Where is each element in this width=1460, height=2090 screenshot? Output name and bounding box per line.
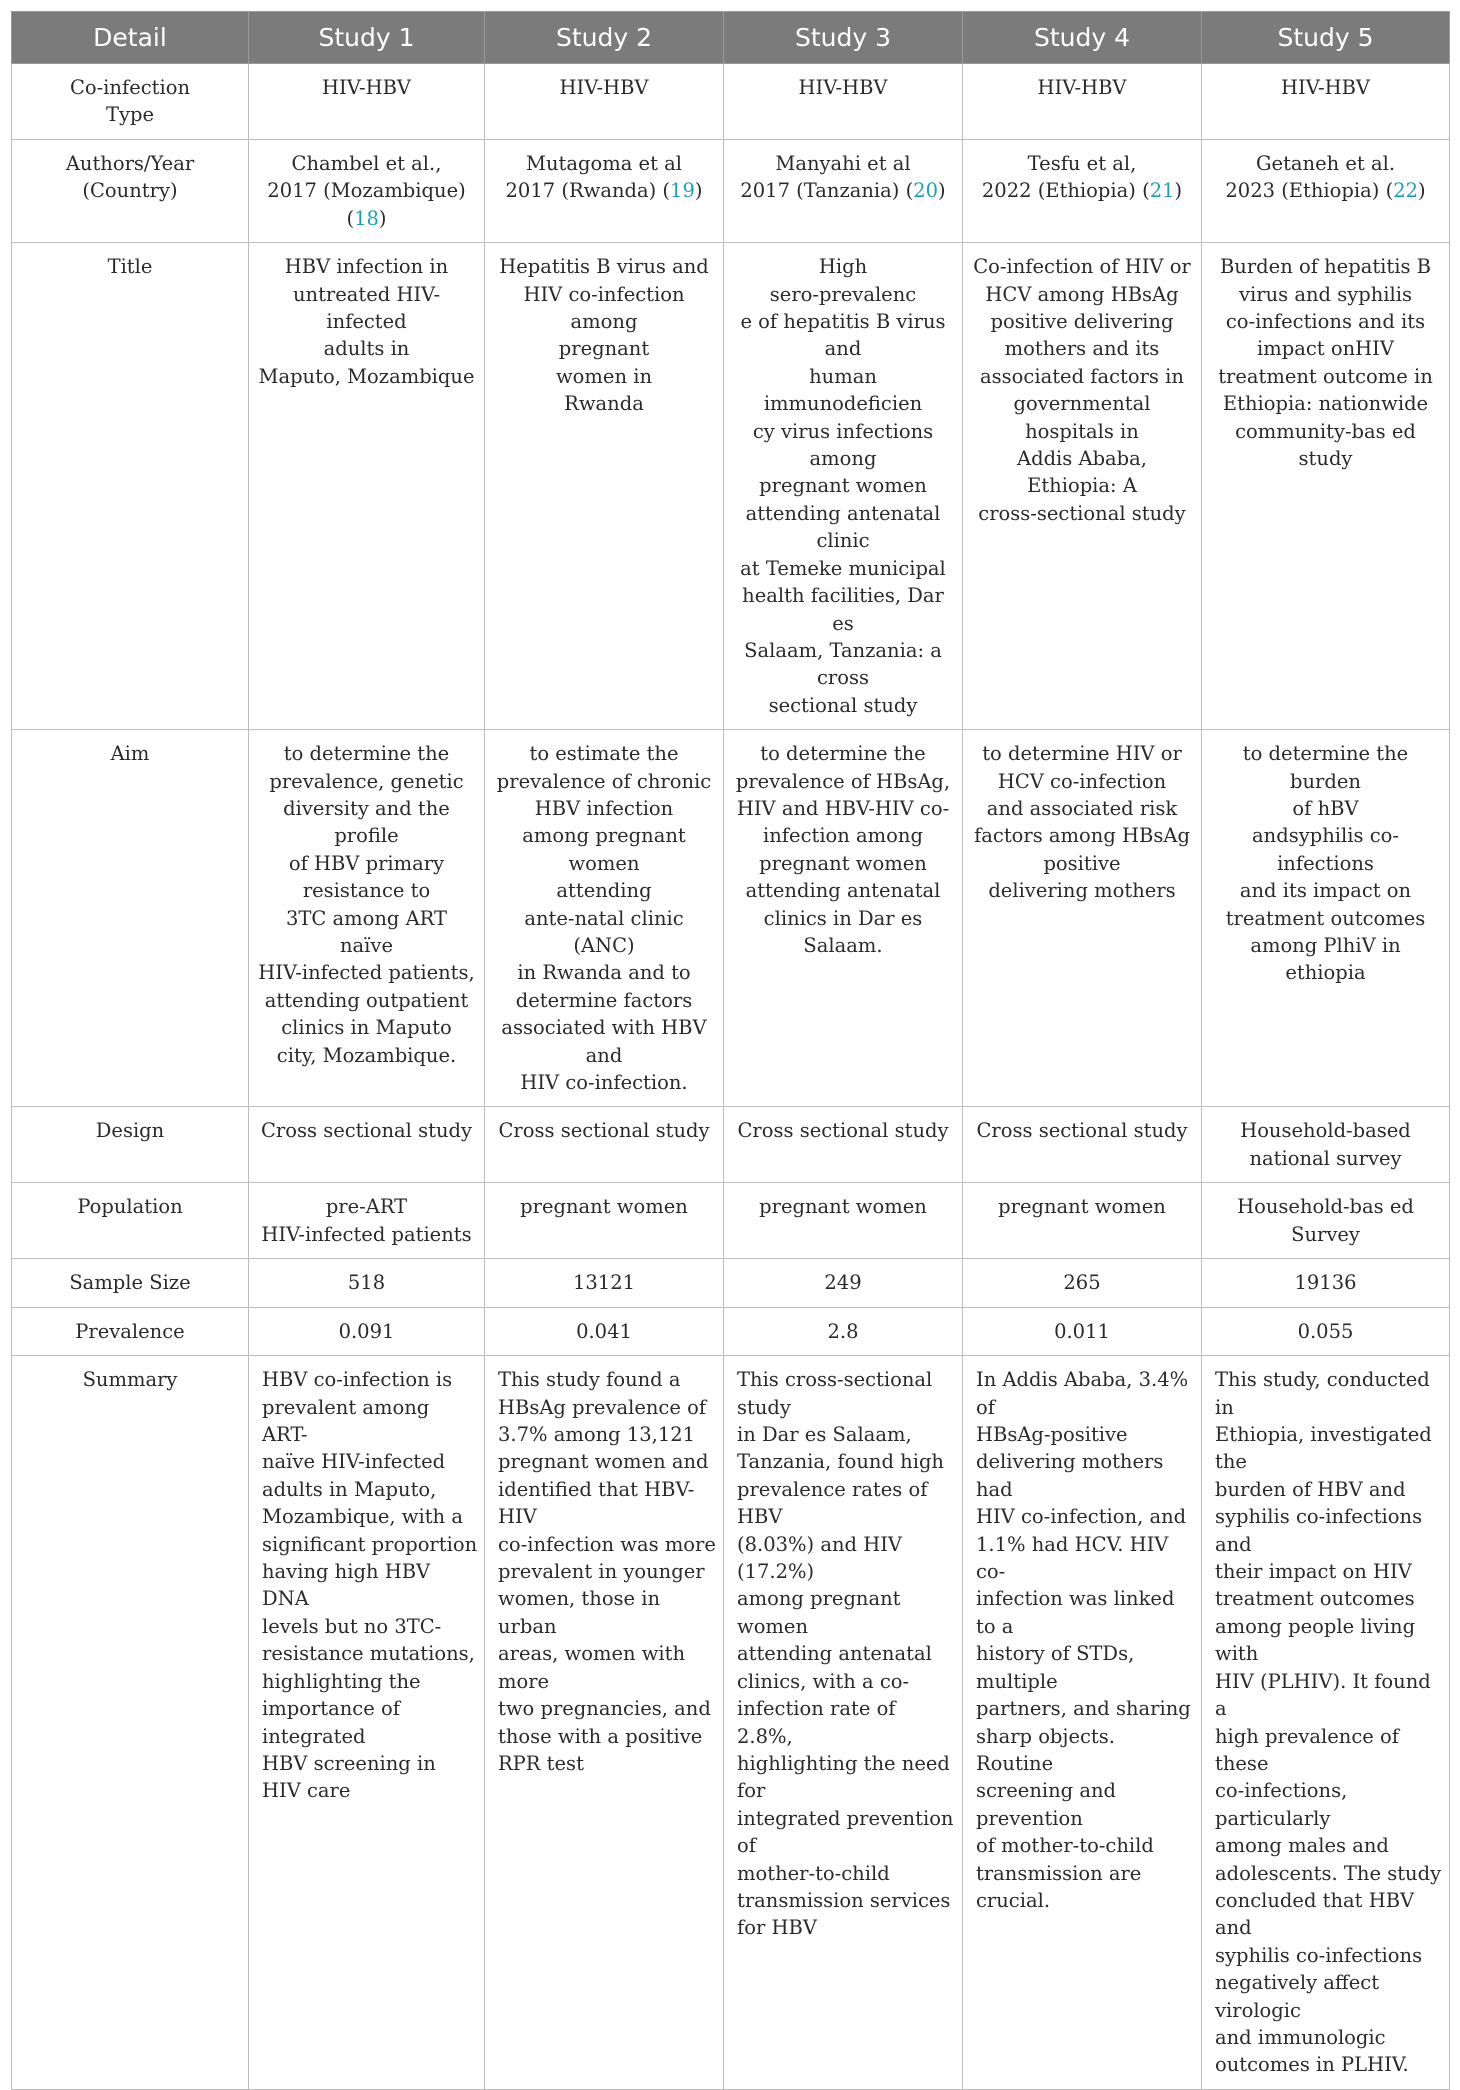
header-study-4: Study 4 [963, 12, 1202, 64]
table-cell: 0.055 [1202, 1307, 1450, 1355]
table-cell: to determine the prevalence of HBsAg, HIV and HBV-HIV co- infection among pregnant women attending antenatal clinics in Dar es Salaam. [724, 730, 963, 1107]
row-sample-size [12, 1259, 1450, 1307]
table-cell: to estimate the prevalence of chronic HBV infection among pregnant women attending ante-natal clinic (ANC) in Rwanda and to determine factors associated with HBV and HIV co-infection. [485, 730, 724, 1107]
table-cell: Hepatitis B virus and HIV co-infection among pregnant women in Rwanda [485, 243, 724, 730]
table-cell: Getaneh et al. 2023 (Ethiopia) (22) [1202, 140, 1450, 243]
table-cell: pregnant women [963, 1183, 1202, 1259]
author-text: Chambel et al., 2017 (Mozambique) ( [267, 152, 466, 230]
row-label: Aim [12, 730, 249, 1107]
table-cell: Manyahi et al 2017 (Tanzania) (20) [724, 140, 963, 243]
table-cell: pregnant women [724, 1183, 963, 1259]
table-cell: This study found a HBsAg prevalence of 3.7% among 13,121 pregnant women and identified that HBV-HIV co-infection was more prevalent in younger women, those in urban areas, women with more two pregnancies, and those with a positive RPR test [485, 1356, 724, 2090]
reference-link[interactable]: 19 [670, 179, 695, 203]
table-cell: pregnant women [485, 1183, 724, 1259]
table-cell: 2.8 [724, 1307, 963, 1355]
row-population [12, 1183, 1450, 1259]
reference-link[interactable]: 20 [913, 179, 939, 203]
header-study-1: Study 1 [249, 12, 485, 64]
table-cell: to determine HIV or HCV co-infection and associated risk factors among HBsAg positive delivering mothers [963, 730, 1202, 1107]
table-cell: 19136 [1202, 1259, 1450, 1307]
reference-link[interactable]: 21 [1149, 179, 1175, 203]
table-cell: HIV-HBV [485, 64, 724, 140]
table-cell: pre-ART HIV-infected patients [249, 1183, 485, 1259]
table-cell: HIV-HBV [724, 64, 963, 140]
header-study-3: Study 3 [724, 12, 963, 64]
table-cell: Mutagoma et al 2017 (Rwanda) (19) [485, 140, 724, 243]
author-text: Tesfu et al, 2022 (Ethiopia) ( [981, 152, 1150, 203]
table-cell: HBV infection in untreated HIV-infected adults in Maputo, Mozambique [249, 243, 485, 730]
table-cell: HIV-HBV [963, 64, 1202, 140]
table-cell: HIV-HBV [249, 64, 485, 140]
row-label: Summary [12, 1356, 249, 2090]
row-label: Sample Size [12, 1259, 249, 1307]
table-cell: 265 [963, 1259, 1202, 1307]
row-label: Population [12, 1183, 249, 1259]
table-cell: Cross sectional study [485, 1107, 724, 1183]
study-comparison-table [11, 11, 1450, 2090]
table-cell: 0.091 [249, 1307, 485, 1355]
table-cell: 13121 [485, 1259, 724, 1307]
reference-link[interactable]: 18 [354, 206, 379, 230]
row-coinfection-type [12, 64, 1450, 140]
table-cell: Cross sectional study [963, 1107, 1202, 1183]
table-cell: 0.011 [963, 1307, 1202, 1355]
table-cell: HBV co-infection is prevalent among ART- naïve HIV-infected adults in Maputo, Mozambique, with a significant proportion having high HBV DNA levels but no 3TC- resistance mutations, highlighting the importance of integrated HBV screening in HIV care [249, 1356, 485, 2090]
row-label: Co-infection Type [12, 64, 249, 140]
author-text: Manyahi et al 2017 (Tanzania) ( [740, 152, 914, 203]
row-summary [12, 1356, 1450, 2090]
row-label: Design [12, 1107, 249, 1183]
reference-link[interactable]: 22 [1393, 179, 1419, 203]
row-aim [12, 730, 1450, 1107]
row-design [12, 1107, 1450, 1183]
table-cell: Tesfu et al, 2022 (Ethiopia) (21) [963, 140, 1202, 243]
author-text: Mutagoma et al 2017 (Rwanda) ( [505, 152, 682, 203]
header-detail: Detail [12, 12, 249, 64]
row-authors-year [12, 140, 1450, 243]
table-header-row [12, 12, 1450, 64]
row-prevalence [12, 1307, 1450, 1355]
table-cell: High sero-prevalenc e of hepatitis B virus and human immunodeficien cy virus infections among pregnant women attending antenatal clinic at Temeke municipal health facilities, Dar es Salaam, Tanzania: a cross sectional study [724, 243, 963, 730]
table-cell: 249 [724, 1259, 963, 1307]
table-cell: Cross sectional study [724, 1107, 963, 1183]
table-cell: This cross-sectional study in Dar es Salaam, Tanzania, found high prevalence rates of HBV (8.03%) and HIV (17.2%) among pregnant women attending antenatal clinics, with a co- infection rate of 2.8%, highlighting the need for integrated prevention of mother-to-child transmission services for HBV [724, 1356, 963, 2090]
table-cell: Household-bas ed Survey [1202, 1183, 1450, 1259]
table-cell: Household-based national survey [1202, 1107, 1450, 1183]
table-cell: to determine the burden of hBV andsyphilis co-infections and its impact on treatment outcomes among PlhiV in ethiopia [1202, 730, 1450, 1107]
table-cell: HIV-HBV [1202, 64, 1450, 140]
table-cell: Cross sectional study [249, 1107, 485, 1183]
row-label: Title [12, 243, 249, 730]
table-cell: Burden of hepatitis B virus and syphilis co-infections and its impact onHIV treatment outcome in Ethiopia: nationwide community-bas ed study [1202, 243, 1450, 730]
table-cell: Co-infection of HIV or HCV among HBsAg positive delivering mothers and its associated factors in governmental hospitals in Addis Ababa, Ethiopia: A cross-sectional study [963, 243, 1202, 730]
table-cell: 518 [249, 1259, 485, 1307]
row-title [12, 243, 1450, 730]
table-cell: This study, conducted in Ethiopia, investigated the burden of HBV and syphilis co-infections and their impact on HIV treatment outcomes among people living with HIV (PLHIV). It found a high prevalence of these co-infections, particularly among males and adolescents. The study concluded that HBV and syphilis co-infections negatively affect virologic and immunologic outcomes in PLHIV. [1202, 1356, 1450, 2090]
author-text: Getaneh et al. 2023 (Ethiopia) ( [1225, 152, 1396, 203]
table-cell: In Addis Ababa, 3.4% of HBsAg-positive delivering mothers had HIV co-infection, and 1.1% had HCV. HIV co- infection was linked to a history of STDs, multiple partners, and sharing sharp objects. Routine screening and prevention of mother-to-child transmission are crucial. [963, 1356, 1202, 2090]
table-cell: to determine the prevalence, genetic diversity and the profile of HBV primary resistance to 3TC among ART naïve HIV-infected patients, attending outpatient clinics in Maputo city, Mozambique. [249, 730, 485, 1107]
header-study-2: Study 2 [485, 12, 724, 64]
row-label: Authors/Year (Country) [12, 140, 249, 243]
header-study-5: Study 5 [1202, 12, 1450, 64]
table-cell: 0.041 [485, 1307, 724, 1355]
row-label: Prevalence [12, 1307, 249, 1355]
table-cell: Chambel et al., 2017 (Mozambique) (18) [249, 140, 485, 243]
